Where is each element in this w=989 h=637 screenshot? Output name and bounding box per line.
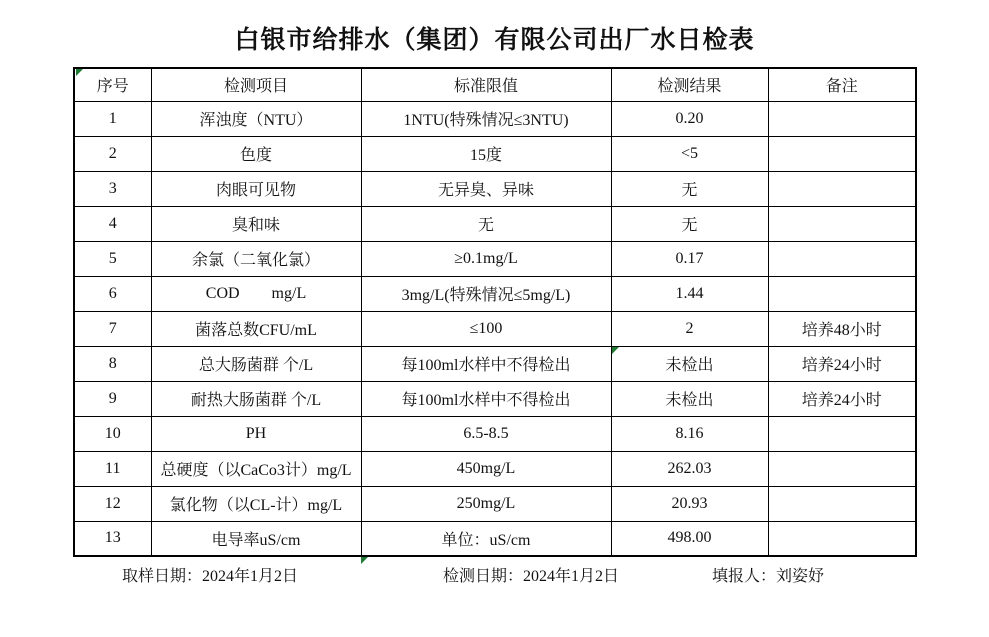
cell-no: 3 <box>74 171 151 206</box>
cell-remark <box>768 206 916 241</box>
table-row <box>74 206 916 241</box>
cell-result: 8.16 <box>611 416 768 451</box>
cell-remark <box>768 521 916 556</box>
cell-result: 无 <box>611 206 768 241</box>
cell-remark <box>768 241 916 276</box>
cell-no: 12 <box>74 486 151 521</box>
cell-limit: 每100ml水样中不得检出 <box>361 381 611 416</box>
cell-limit: 1NTU(特殊情况≤3NTU) <box>361 101 611 136</box>
table-row <box>74 346 916 381</box>
cell-no: 5 <box>74 241 151 276</box>
cell-result: 未检出 <box>611 381 768 416</box>
cell-item: 电导率uS/cm <box>151 521 361 556</box>
cell-limit: 450mg/L <box>361 451 611 486</box>
cell-result: 无 <box>611 171 768 206</box>
cell-limit: ≤100 <box>361 311 611 346</box>
cell-remark <box>768 486 916 521</box>
cell-limit: 250mg/L <box>361 486 611 521</box>
page-title: 白银市给排水（集团）有限公司出厂水日检表 <box>234 27 755 54</box>
cell-result: 0.20 <box>611 101 768 136</box>
cell-limit: 每100ml水样中不得检出 <box>361 346 611 381</box>
cell-item: 色度 <box>151 136 361 171</box>
table-row <box>74 136 916 171</box>
cell-limit: 单位：uS/cm <box>361 521 611 556</box>
cell-result: <5 <box>611 136 768 171</box>
cell-remark <box>768 101 916 136</box>
cell-no: 9 <box>74 381 151 416</box>
cell-result: 0.17 <box>611 241 768 276</box>
cell-no: 8 <box>74 346 151 381</box>
cell-item: 总硬度（以CaCo3计）mg/L <box>151 451 361 486</box>
cell-remark <box>768 171 916 206</box>
table-row <box>74 311 916 346</box>
cell-limit: 15度 <box>361 136 611 171</box>
table-row <box>74 451 916 486</box>
cell-no: 4 <box>74 206 151 241</box>
cell-limit: 3mg/L(特殊情况≤5mg/L) <box>361 276 611 311</box>
cell-limit: 无异臭、异味 <box>361 171 611 206</box>
header-no: 序号 <box>74 68 151 101</box>
table-row <box>74 381 916 416</box>
cell-result: 未检出 <box>611 346 768 381</box>
cell-remark: 培养24小时 <box>768 381 916 416</box>
excel-error-indicator-icon <box>612 347 619 354</box>
cell-result: 262.03 <box>611 451 768 486</box>
cell-remark: 培养48小时 <box>768 311 916 346</box>
cell-remark <box>768 136 916 171</box>
header-remark: 备注 <box>768 68 916 101</box>
cell-no: 13 <box>74 521 151 556</box>
cell-item: 浑浊度（NTU） <box>151 101 361 136</box>
footer <box>0 563 989 585</box>
cell-result: 2 <box>611 311 768 346</box>
cell-item: 臭和味 <box>151 206 361 241</box>
table-row <box>74 521 916 556</box>
inspection-table <box>73 67 917 557</box>
cell-item: PH <box>151 416 361 451</box>
excel-error-indicator-icon <box>76 69 83 76</box>
sampling-date-text: 取样日期：2024年1月2日 <box>122 568 299 585</box>
cell-remark <box>768 451 916 486</box>
cell-limit: 无 <box>361 206 611 241</box>
cell-remark: 培养24小时 <box>768 346 916 381</box>
cell-item: COD mg/L <box>151 276 361 311</box>
table-row <box>74 171 916 206</box>
cell-no: 1 <box>74 101 151 136</box>
cell-item: 耐热大肠菌群 个/L <box>151 381 361 416</box>
table-row <box>74 101 916 136</box>
cell-no: 6 <box>74 276 151 311</box>
table-header-row <box>74 68 916 101</box>
cell-remark <box>768 416 916 451</box>
header-limit: 标准限值 <box>361 68 611 101</box>
cell-no: 7 <box>74 311 151 346</box>
header-item: 检测项目 <box>151 68 361 101</box>
cell-no: 11 <box>74 451 151 486</box>
cell-result: 1.44 <box>611 276 768 311</box>
table-row <box>74 416 916 451</box>
cell-item: 菌落总数CFU/mL <box>151 311 361 346</box>
table-row <box>74 276 916 311</box>
table-row <box>74 241 916 276</box>
cell-item: 氯化物（以CL-计）mg/L <box>151 486 361 521</box>
cell-limit: 6.5-8.5 <box>361 416 611 451</box>
cell-result: 498.00 <box>611 521 768 556</box>
cell-item: 总大肠菌群 个/L <box>151 346 361 381</box>
cell-no: 2 <box>74 136 151 171</box>
cell-limit: ≥0.1mg/L <box>361 241 611 276</box>
cell-no: 10 <box>74 416 151 451</box>
table-row <box>74 486 916 521</box>
cell-result: 20.93 <box>611 486 768 521</box>
cell-item: 余氯（二氧化氯） <box>151 241 361 276</box>
cell-item: 肉眼可见物 <box>151 171 361 206</box>
cell-remark <box>768 276 916 311</box>
test-date-text: 检测日期：2024年1月2日 <box>443 568 620 585</box>
header-result: 检测结果 <box>611 68 768 101</box>
reporter-text: 填报人：刘姿妤 <box>712 568 825 585</box>
